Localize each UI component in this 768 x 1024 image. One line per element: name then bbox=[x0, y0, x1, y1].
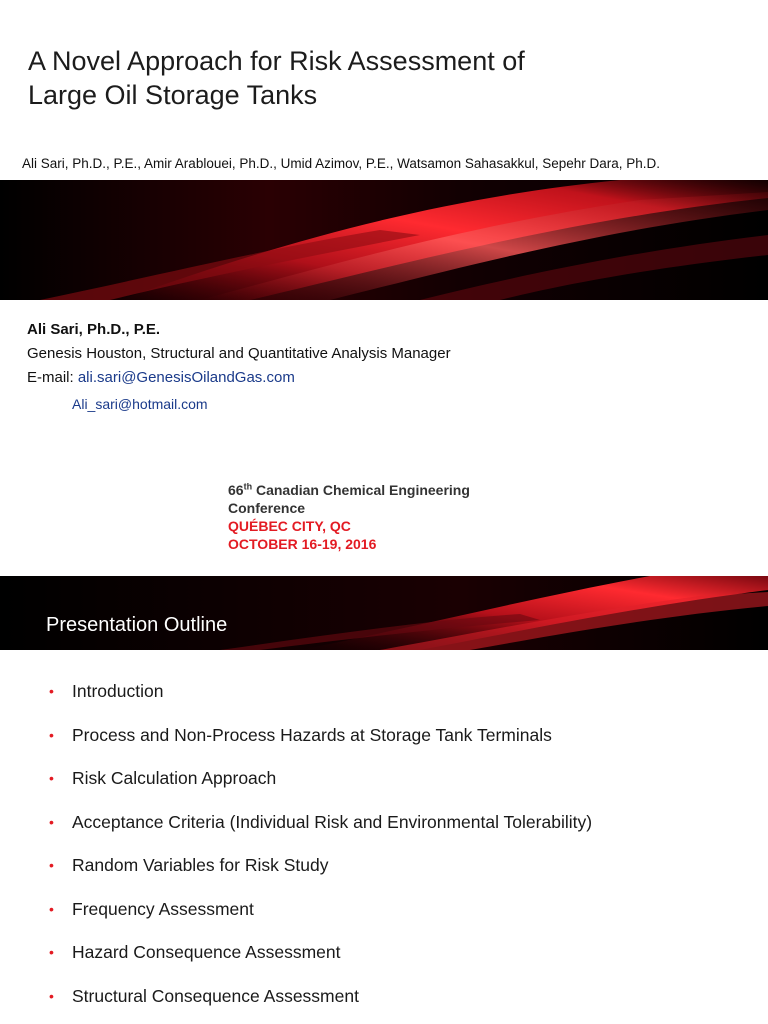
outline-item-text: Introduction bbox=[72, 681, 164, 701]
bullet-icon: • bbox=[49, 813, 54, 830]
outline-item-text: Structural Consequence Assessment bbox=[72, 985, 359, 1006]
conference-number: 66 bbox=[228, 482, 244, 498]
conference-ordinal: th bbox=[243, 481, 253, 492]
title-line-2: Large Oil Storage Tanks bbox=[28, 80, 318, 110]
outline-item-text: Random Variables for Risk Study bbox=[72, 855, 329, 875]
outline-item bbox=[0, 937, 592, 981]
outline-item-text: Process and Non-Process Hazards at Storage Tank Terminals bbox=[72, 724, 552, 745]
conference-info bbox=[228, 481, 470, 553]
header-swoosh-graphic bbox=[0, 576, 768, 650]
author-list: Ali Sari, Ph.D., P.E., Amir Arablouei, Ph.D., Umid Azimov, P.E., Watsamon Sahasakkul, Sepehr Dara, Ph.D. bbox=[22, 156, 661, 171]
outline-slide bbox=[0, 576, 768, 1024]
bullet-icon: • bbox=[49, 987, 54, 1004]
bullet-icon: • bbox=[49, 770, 54, 786]
bullet-icon: • bbox=[49, 944, 54, 960]
red-swoosh-banner bbox=[0, 180, 768, 300]
conference-title-line bbox=[228, 481, 470, 499]
outline-item bbox=[0, 894, 592, 938]
slide-title bbox=[28, 44, 525, 112]
title-line-1: A Novel Approach for Risk Assessment of bbox=[28, 46, 525, 76]
conference-name-1: Canadian Chemical Engineering bbox=[252, 482, 470, 498]
outline-list bbox=[0, 676, 592, 1024]
presenter-name: Ali Sari, Ph.D., P.E. bbox=[27, 321, 161, 338]
conference-name-2: Conference bbox=[228, 500, 306, 516]
bullet-icon: • bbox=[49, 857, 54, 873]
email-primary-link[interactable]: ali.sari@GenesisOilandGas.com bbox=[77, 369, 295, 386]
outline-item bbox=[0, 720, 592, 764]
outline-item-text: Acceptance Criteria (Individual Risk and Environmental Tolerability) bbox=[72, 811, 593, 832]
banner-graphic bbox=[0, 180, 768, 300]
bullet-icon: • bbox=[49, 683, 54, 699]
outline-item bbox=[0, 981, 592, 1024]
bullet-icon: • bbox=[49, 900, 54, 917]
conference-city: QUÉBEC CITY, QC bbox=[228, 518, 351, 534]
outline-item-text: Frequency Assessment bbox=[72, 898, 254, 919]
conference-dates: OCTOBER 16-19, 2016 bbox=[228, 536, 377, 552]
presenter-role: Genesis Houston, Structural and Quantitative Analysis Manager bbox=[27, 345, 451, 362]
outline-item bbox=[0, 807, 592, 851]
bullet-icon: • bbox=[49, 726, 54, 743]
email-line bbox=[27, 366, 451, 390]
outline-item bbox=[0, 850, 592, 894]
outline-header bbox=[0, 576, 768, 650]
outline-item bbox=[0, 763, 592, 807]
outline-item bbox=[0, 676, 592, 720]
outline-item-text: Hazard Consequence Assessment bbox=[72, 942, 341, 962]
outline-title: Presentation Outline bbox=[46, 614, 228, 636]
email-label: E-mail: bbox=[27, 369, 78, 386]
presenter-contact bbox=[27, 318, 451, 390]
email-secondary-link[interactable]: Ali_sari@hotmail.com bbox=[72, 396, 208, 412]
outline-item-text: Risk Calculation Approach bbox=[72, 768, 277, 788]
